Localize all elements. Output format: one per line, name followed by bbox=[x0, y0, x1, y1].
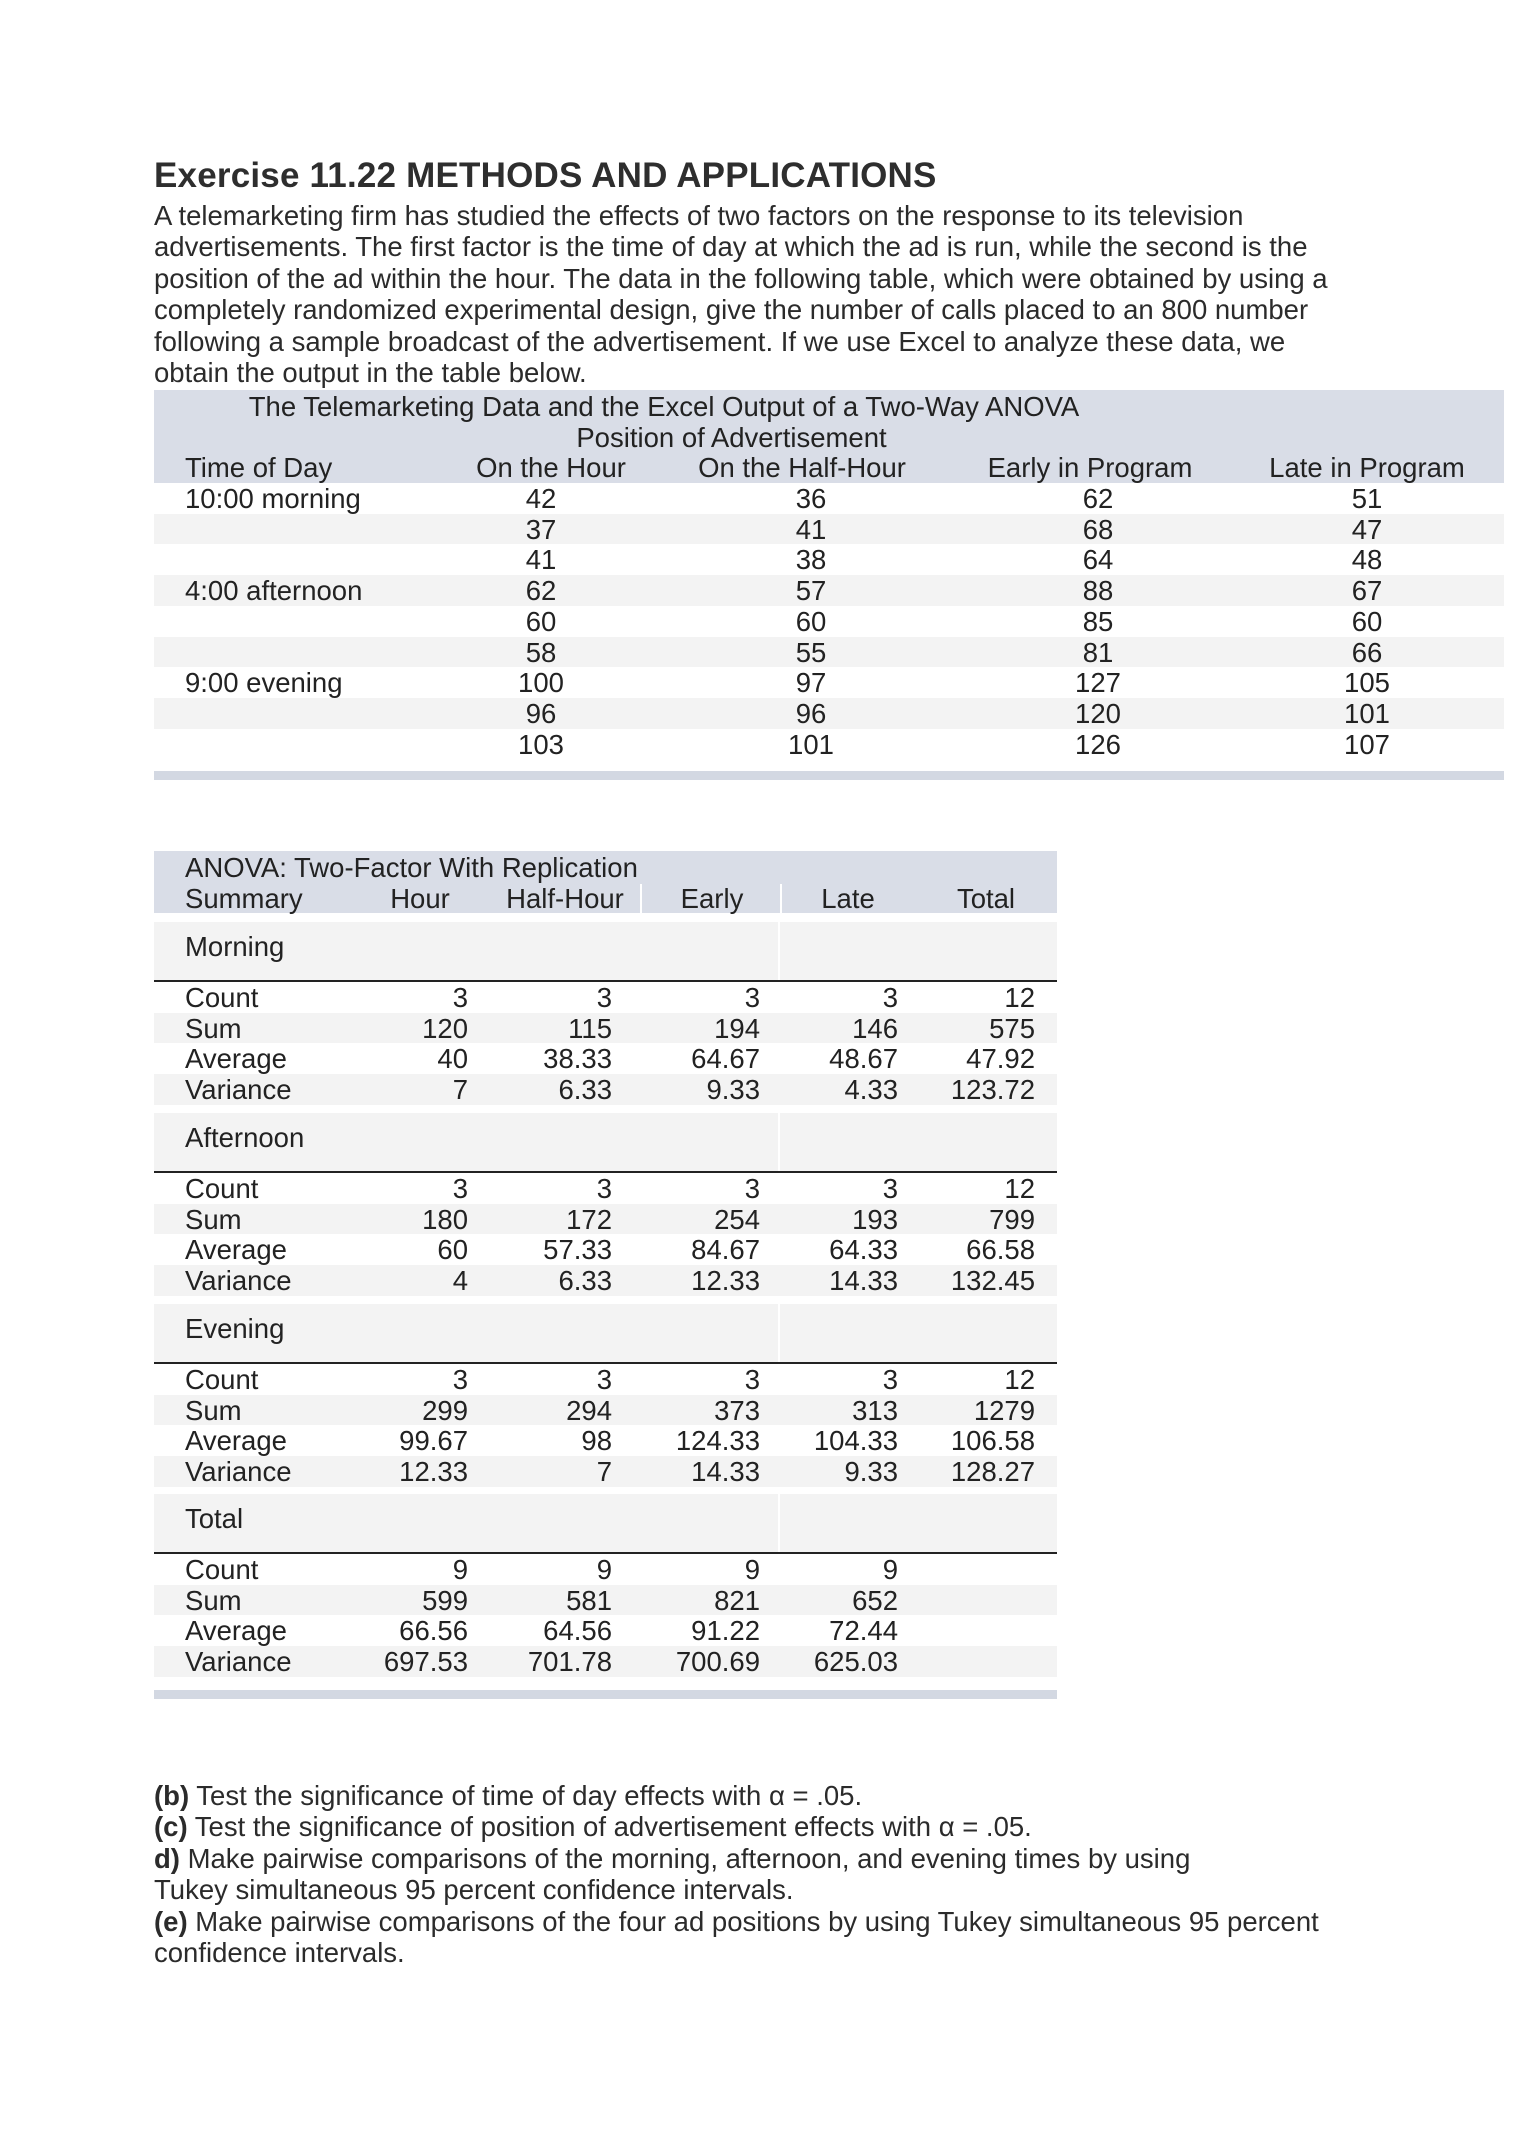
stat-label: Sum bbox=[185, 1394, 242, 1426]
anova-header-cell: Early bbox=[680, 883, 744, 914]
stat-cell: 3 bbox=[452, 982, 468, 1013]
stat-cell: 9 bbox=[744, 1554, 760, 1585]
stat-cell: 3 bbox=[744, 1364, 760, 1395]
data-cell: 96 bbox=[525, 697, 557, 729]
group-band-divider bbox=[778, 1494, 780, 1552]
stat-cell: 4.33 bbox=[844, 1074, 898, 1106]
stat-cell: 701.78 bbox=[527, 1646, 612, 1678]
stat-cell: 9 bbox=[882, 1554, 898, 1585]
stat-cell: 700.69 bbox=[675, 1646, 760, 1678]
intro-line: A telemarketing firm has studied the effects of two factors on the response to its television bbox=[154, 200, 1244, 231]
data-cell: 36 bbox=[795, 483, 827, 514]
stat-cell: 64.67 bbox=[691, 1043, 760, 1075]
stat-label: Average bbox=[185, 1043, 287, 1075]
data-cell: 97 bbox=[795, 667, 827, 699]
stat-cell: 9 bbox=[596, 1554, 612, 1585]
data-cell: 51 bbox=[1351, 483, 1383, 514]
data-cell: 68 bbox=[1082, 513, 1114, 545]
question-e-cont: confidence intervals. bbox=[154, 1937, 405, 1969]
stat-cell: 3 bbox=[882, 982, 898, 1013]
stat-cell: 3 bbox=[882, 1364, 898, 1395]
stat-cell: 625.03 bbox=[813, 1646, 898, 1678]
stat-cell: 38.33 bbox=[543, 1043, 612, 1075]
stat-label: Average bbox=[185, 1425, 287, 1457]
row-label: 9:00 evening bbox=[185, 667, 343, 699]
data-cell: 38 bbox=[795, 544, 827, 576]
stat-cell: 115 bbox=[568, 1012, 612, 1044]
stat-cell: 40 bbox=[437, 1043, 468, 1075]
stat-cell: 3 bbox=[596, 982, 612, 1013]
stat-label: Variance bbox=[185, 1265, 292, 1297]
stat-cell: 575 bbox=[989, 1012, 1035, 1044]
stat-cell: 146 bbox=[852, 1012, 898, 1044]
data-cell: 103 bbox=[518, 728, 564, 760]
stat-label: Count bbox=[185, 1364, 259, 1395]
stat-cell: 128.27 bbox=[950, 1456, 1035, 1488]
stat-cell: 3 bbox=[744, 1173, 760, 1204]
group-band bbox=[154, 922, 1057, 980]
stat-label: Count bbox=[185, 1554, 259, 1585]
stat-label: Variance bbox=[185, 1646, 292, 1678]
stat-cell: 12 bbox=[1004, 1364, 1035, 1395]
stat-cell: 60 bbox=[437, 1234, 468, 1266]
stat-cell: 299 bbox=[422, 1394, 468, 1426]
data-cell: 58 bbox=[525, 636, 557, 668]
data-cell: 96 bbox=[795, 697, 827, 729]
column-header: On the Half-Hour bbox=[698, 452, 906, 483]
question-d-cont: Tukey simultaneous 95 percent confidence intervals. bbox=[154, 1874, 794, 1906]
stat-cell: 6.33 bbox=[558, 1074, 612, 1106]
data-cell: 107 bbox=[1344, 728, 1390, 760]
stat-cell: 697.53 bbox=[383, 1646, 468, 1678]
stat-cell: 64.56 bbox=[543, 1615, 612, 1647]
stat-label: Average bbox=[185, 1615, 287, 1647]
stat-cell: 599 bbox=[422, 1584, 468, 1616]
data-cell: 42 bbox=[525, 483, 557, 514]
group-label: Morning bbox=[185, 931, 285, 962]
header-divider bbox=[640, 884, 642, 913]
table-caption: The Telemarketing Data and the Excel Output of a Two-Way ANOVA bbox=[248, 391, 1080, 422]
column-header: On the Hour bbox=[476, 452, 626, 483]
group-label: Total bbox=[185, 1503, 244, 1534]
anova-bottom-rule bbox=[154, 1690, 1057, 1699]
stat-cell: 4 bbox=[452, 1265, 468, 1297]
stat-cell: 123.72 bbox=[950, 1074, 1035, 1106]
data-cell: 60 bbox=[525, 605, 557, 637]
stat-cell: 3 bbox=[452, 1173, 468, 1204]
data-cell: 81 bbox=[1082, 636, 1114, 668]
stat-cell: 124.33 bbox=[675, 1425, 760, 1457]
anova-header-summary: Summary bbox=[185, 883, 303, 914]
intro-line: position of the ad within the hour. The data in the following table, which were obtained by using a bbox=[154, 262, 1328, 294]
stat-label: Variance bbox=[185, 1074, 292, 1106]
stat-cell: 180 bbox=[422, 1203, 468, 1235]
stat-cell: 193 bbox=[852, 1203, 898, 1235]
stat-cell: 12.33 bbox=[399, 1456, 468, 1488]
stat-cell: 7 bbox=[452, 1074, 468, 1106]
stat-label: Sum bbox=[185, 1012, 242, 1044]
anova-header-cell: Total bbox=[956, 883, 1016, 914]
stat-label: Variance bbox=[185, 1456, 292, 1488]
stat-cell: 104.33 bbox=[813, 1425, 898, 1457]
stat-cell: 821 bbox=[714, 1584, 760, 1616]
stat-cell: 64.33 bbox=[829, 1234, 898, 1266]
data-cell: 85 bbox=[1082, 605, 1114, 637]
stat-cell: 48.67 bbox=[829, 1043, 898, 1075]
data-cell: 41 bbox=[525, 544, 557, 576]
intro-line: completely randomized experimental design, give the number of calls placed to an 800 number bbox=[154, 294, 1309, 326]
data-cell: 67 bbox=[1351, 575, 1383, 607]
data-cell: 55 bbox=[795, 636, 827, 668]
data-cell: 64 bbox=[1082, 544, 1114, 576]
group-band-divider bbox=[778, 922, 780, 980]
question-d: d) Make pairwise comparisons of the morning, afternoon, and evening times by using bbox=[154, 1842, 1191, 1874]
data-cell: 48 bbox=[1351, 544, 1383, 576]
data-cell: 60 bbox=[795, 605, 827, 637]
group-band bbox=[154, 1304, 1057, 1362]
stat-cell: 98 bbox=[581, 1425, 612, 1457]
stat-cell: 7 bbox=[596, 1456, 612, 1488]
row-label: 10:00 morning bbox=[185, 483, 361, 514]
row-header: Time of Day bbox=[185, 452, 333, 483]
stat-cell: 9.33 bbox=[706, 1074, 760, 1106]
group-band-divider bbox=[778, 1304, 780, 1362]
data-cell: 37 bbox=[525, 513, 557, 545]
stat-cell: 14.33 bbox=[691, 1456, 760, 1488]
data-cell: 126 bbox=[1075, 728, 1121, 760]
stat-cell: 1279 bbox=[973, 1394, 1035, 1426]
anova-header-cell: Late bbox=[821, 883, 875, 914]
intro-paragraph bbox=[154, 200, 1514, 388]
stat-cell: 3 bbox=[596, 1173, 612, 1204]
stat-cell: 57.33 bbox=[543, 1234, 612, 1266]
stat-cell: 3 bbox=[596, 1364, 612, 1395]
table-bottom-rule bbox=[154, 771, 1504, 780]
stat-cell: 294 bbox=[566, 1394, 612, 1426]
data-cell: 60 bbox=[1351, 605, 1383, 637]
question-c: (c) Test the significance of position of advertisement effects with α = .05. bbox=[154, 1811, 1032, 1843]
stat-label: Count bbox=[185, 982, 259, 1013]
data-cell: 41 bbox=[795, 513, 827, 545]
question-b: (b) Test the significance of time of day effects with α = .05. bbox=[154, 1780, 863, 1811]
stat-cell: 12 bbox=[1004, 982, 1035, 1013]
stat-cell: 652 bbox=[852, 1584, 898, 1616]
stat-cell: 373 bbox=[714, 1394, 760, 1426]
column-header: Early in Program bbox=[987, 452, 1193, 483]
stat-cell: 12 bbox=[1004, 1173, 1035, 1204]
data-cell: 101 bbox=[788, 728, 834, 760]
stat-cell: 99.67 bbox=[399, 1425, 468, 1457]
stat-label: Count bbox=[185, 1173, 259, 1204]
stat-cell: 47.92 bbox=[966, 1043, 1035, 1075]
stat-cell: 106.58 bbox=[950, 1425, 1035, 1457]
stat-cell: 9.33 bbox=[844, 1456, 898, 1488]
stat-cell: 66.56 bbox=[399, 1615, 468, 1647]
stat-cell: 14.33 bbox=[829, 1265, 898, 1297]
stat-cell: 91.22 bbox=[691, 1615, 760, 1647]
stat-cell: 3 bbox=[744, 982, 760, 1013]
stat-cell: 66.58 bbox=[966, 1234, 1035, 1266]
data-cell: 47 bbox=[1351, 513, 1383, 545]
intro-line: advertisements. The first factor is the time of day at which the ad is run, while the second is the bbox=[154, 231, 1308, 263]
data-cell: 105 bbox=[1344, 667, 1390, 699]
anova-header-cell: Half-Hour bbox=[506, 883, 624, 914]
group-label: Evening bbox=[185, 1313, 285, 1344]
group-band-divider bbox=[778, 1113, 780, 1171]
exercise-title: Exercise 11.22 METHODS AND APPLICATIONS bbox=[154, 156, 937, 195]
stat-label: Sum bbox=[185, 1584, 242, 1616]
stat-cell: 3 bbox=[452, 1364, 468, 1395]
intro-line: obtain the output in the table below. bbox=[154, 357, 587, 389]
stat-cell: 313 bbox=[852, 1394, 898, 1426]
stat-cell: 581 bbox=[566, 1584, 612, 1616]
data-cell: 62 bbox=[1082, 483, 1114, 514]
data-cell: 101 bbox=[1344, 697, 1390, 729]
stat-cell: 172 bbox=[566, 1203, 612, 1235]
group-label: Afternoon bbox=[185, 1122, 305, 1153]
stat-label: Sum bbox=[185, 1203, 242, 1235]
stat-cell: 132.45 bbox=[950, 1265, 1035, 1297]
column-header: Late in Program bbox=[1269, 452, 1465, 483]
stat-cell: 9 bbox=[452, 1554, 468, 1585]
data-cell: 120 bbox=[1075, 697, 1121, 729]
stat-cell: 3 bbox=[882, 1173, 898, 1204]
anova-title: ANOVA: Two-Factor With Replication bbox=[185, 852, 638, 883]
stat-cell: 194 bbox=[714, 1012, 760, 1044]
stat-cell: 254 bbox=[714, 1203, 760, 1235]
data-cell: 127 bbox=[1075, 667, 1121, 699]
stat-cell: 799 bbox=[989, 1203, 1035, 1235]
data-cell: 100 bbox=[518, 667, 564, 699]
position-caption: Position of Advertisement bbox=[576, 422, 887, 453]
stat-label: Average bbox=[185, 1234, 287, 1266]
stat-cell: 120 bbox=[422, 1012, 468, 1044]
data-cell: 62 bbox=[525, 575, 557, 607]
group-band bbox=[154, 1494, 1057, 1552]
stat-cell: 12.33 bbox=[691, 1265, 760, 1297]
anova-header-cell: Hour bbox=[390, 883, 450, 914]
stat-cell: 84.67 bbox=[691, 1234, 760, 1266]
question-e: (e) Make pairwise comparisons of the four ad positions by using Tukey simultaneous 95 percent bbox=[154, 1905, 1319, 1937]
stat-cell: 72.44 bbox=[829, 1615, 898, 1647]
header-divider bbox=[780, 884, 782, 913]
row-label: 4:00 afternoon bbox=[185, 575, 363, 607]
intro-line: following a sample broadcast of the advertisement. If we use Excel to analyze these data, we bbox=[154, 325, 1286, 357]
questions-list bbox=[154, 1780, 1514, 1968]
data-cell: 57 bbox=[795, 575, 827, 607]
data-cell: 88 bbox=[1082, 575, 1114, 607]
stat-cell: 6.33 bbox=[558, 1265, 612, 1297]
data-cell: 66 bbox=[1351, 636, 1383, 668]
